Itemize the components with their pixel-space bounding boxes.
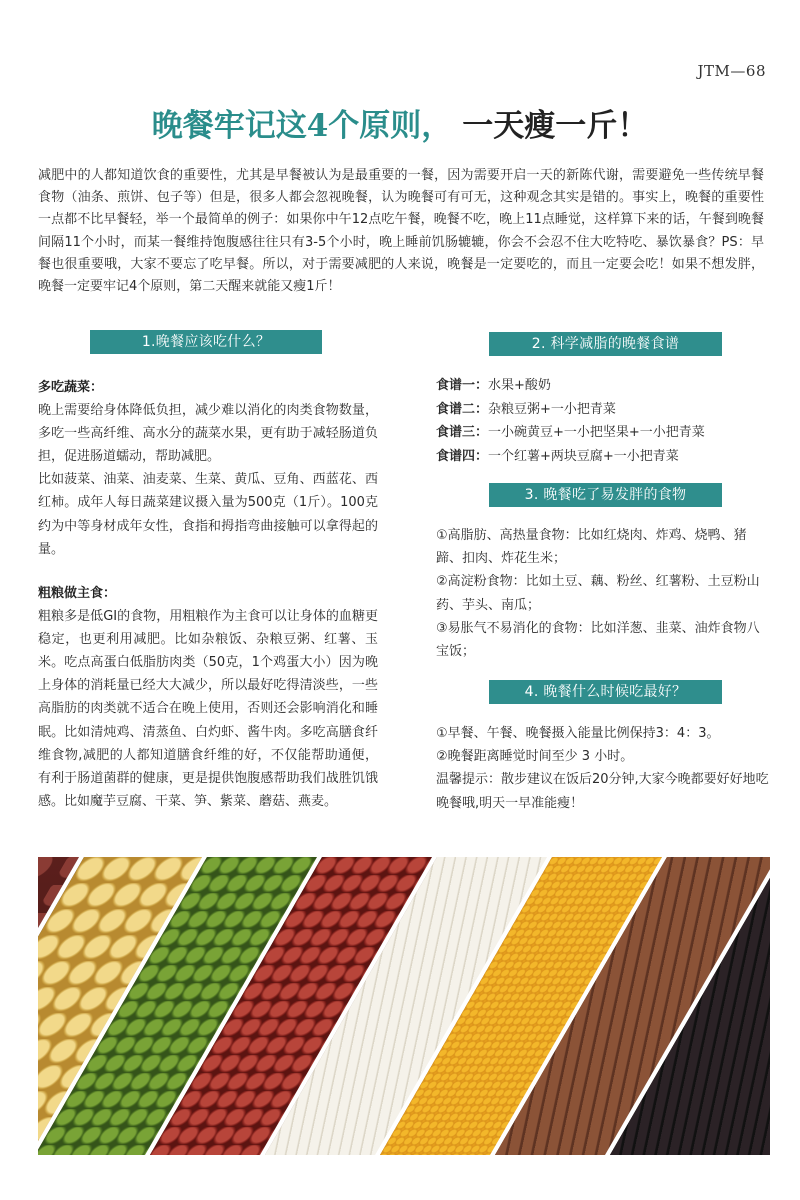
page-title — [0, 104, 800, 148]
list-item: ③易胀气不易消化的食物：比如洋葱、韭菜、油炸食物八宝饭； — [436, 620, 760, 660]
grain-photo — [38, 857, 770, 1155]
section3-header: 3. 晚餐吃了易发胖的食物 — [489, 483, 722, 507]
fattening-food-list — [436, 524, 772, 663]
section4-header: 4. 晚餐什么时候吃最好？ — [489, 680, 722, 704]
recipe-item: 食谱二：杂粮豆粥+一小把青菜 — [436, 401, 616, 417]
section1-header: 1.晚餐应该吃什么？ — [90, 330, 322, 354]
title-main: 一天瘦一斤！ — [462, 108, 649, 144]
grain-paragraph: 粗粮多是低GI的食物，用粗粮作为主食可以让身体的血糖更稳定，也更利用减肥。比如杂粮饭、杂粮豆粥、红薯、玉米。吃点高蛋白低脂肪肉类（50克，1个鸡蛋大小）因为晚上身体的消耗量已经大大减少，所以最好吃得清淡些，一些高脂肪的肉类就不适合在晚上使用，否则还会影响消化和睡眠。比如清炖鸡、清蒸鱼、白灼虾、酱牛肉。多吃高膳食纤维食物,减肥的人都知道膳食纤维的好，不仅能帮助通便，有利于肠道菌群的健康，更是提供饱腹感帮助我们战胜饥饿感。比如魔芋豆腐、干菜、笋、紫菜、蘑菇、燕麦。 — [38, 609, 378, 809]
recipe-item: 食谱四：一个红薯+两块豆腐+一小把青菜 — [436, 448, 679, 464]
recipe-item: 食谱三：一小碗黄豆+一小把坚果+一小把青菜 — [436, 425, 705, 441]
list-item: ①早餐、午餐、晚餐摄入能量比例保持3：4：3。 — [436, 726, 720, 741]
recipe-list — [436, 374, 772, 468]
grain-stripes — [38, 857, 770, 1155]
veg-paragraph-1: 晚上需要给身体降低负担，减少难以消化的肉类食物数量，多吃一些高纤维、高水分的蔬菜水果，更有助于减轻肠道负担，促进肠道蠕动，帮助减肥。 — [38, 403, 378, 465]
recipe-item: 食谱一：水果+酸奶 — [436, 378, 551, 393]
veg-paragraph-2: 比如菠菜、油菜、油麦菜、生菜、黄瓜、豆角、西蓝花、西红柿。成年人每日蔬菜建议摄入量为500克（1斤）。100克约为中等身材成年女性，食指和拇指弯曲接触可以拿得起的量。 — [38, 472, 378, 557]
list-item: ②高淀粉食物：比如土豆、藕、粉丝、红薯粉、土豆粉山药、芋头、南瓜； — [436, 574, 760, 613]
title-highlight: 晚餐牢记这4个原则， — [151, 108, 453, 144]
page-code: JTM—68 — [697, 62, 766, 80]
grain-subhead: 粗粮做主食： — [38, 586, 117, 601]
section1-body — [38, 376, 378, 561]
dinner-time-list — [436, 722, 772, 815]
list-item: ①高脂肪、高热量食物：比如红烧肉、炸鸡、烧鸭、猪蹄、扣肉、炸花生米； — [436, 528, 747, 567]
list-item: ②晚餐距离睡觉时间至少 3 小时。 — [436, 749, 634, 765]
intro-paragraph: 减肥中的人都知道饮食的重要性，尤其是早餐被认为是最重要的一餐，因为需要开启一天的新陈代谢，需要避免一些传统早餐食物（油条、煎饼、包子等）但是，很多人都会忽视晚餐，认为晚餐可有可无，这种观念其实是错的。事实上，晚餐的重要性一点都不比早餐轻，举一个最简单的例子：如果你中午12点吃午餐，晚餐不吃，晚上11点睡觉，这样算下来的话，午餐到晚餐间隔11个小时，而某一餐维持饱腹感往往只有3-5个小时，晚上睡前饥肠辘辘，你会不会忍不住大吃特吃、暴饮暴食？PS：早餐也很重要哦，大家不要忘了吃早餐。所以，对于需要减肥的人来说，晚餐是一定要吃的，而且一定要会吃！如果不想发胖，晚餐一定要牢记4个原则，第二天醒来就能又瘦1斤！ — [38, 168, 764, 295]
tip-paragraph: 温馨提示：散步建议在饭后20分钟,大家今晚都要好好地吃晚餐哦,明天一早准能瘦！ — [436, 772, 769, 811]
section2-header: 2. 科学减脂的晚餐食谱 — [489, 332, 722, 356]
section1-grain-body — [38, 582, 378, 813]
veg-subhead: 多吃蔬菜： — [38, 380, 104, 395]
